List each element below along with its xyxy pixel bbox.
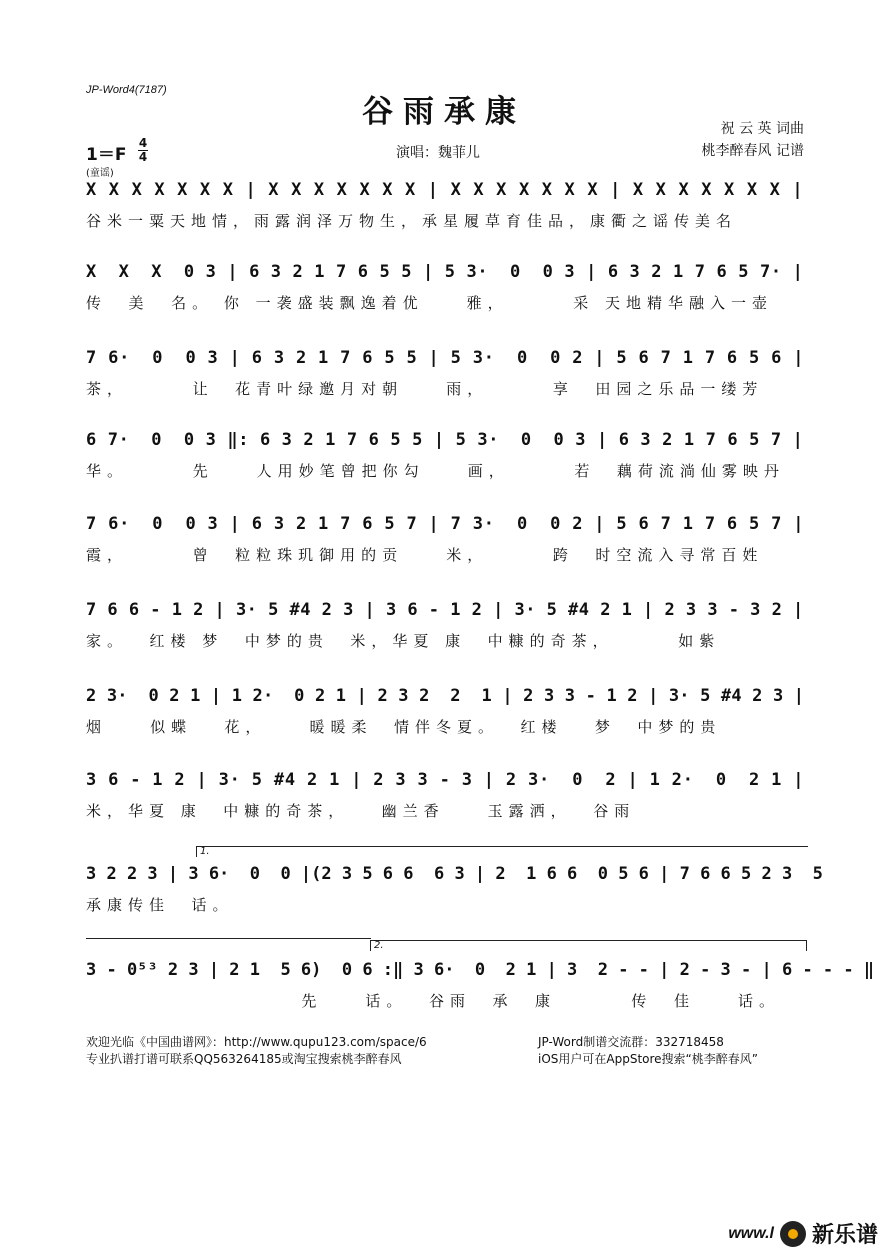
key-signature: 1＝F	[86, 145, 127, 165]
watermark	[728, 1218, 878, 1249]
credit-notation: 桃李醉春风 记谱	[701, 143, 804, 159]
lyrics-row: 家。 红楼 梦 中梦的贵 米，华夏 康 中糠的奇茶， 如紫	[86, 631, 721, 650]
footer-group: JP-Word制谱交流群：332718458	[538, 1035, 724, 1049]
lyrics-row: 烟 似蝶 花， 暖暖柔 情伴冬夏。 红楼 梦 中梦的贵	[86, 717, 722, 736]
lyrics-row: 茶， 让 花青叶绿邀月对朝 雨， 享 田园之乐品一缕芳	[86, 379, 764, 398]
lyrics-row: 承康传佳 话。	[86, 895, 234, 914]
lyrics-row: 米，华夏 康 中糠的奇茶， 幽兰香 玉露洒， 谷雨	[86, 801, 636, 820]
footer-contact: 专业扒谱打谱可联系QQ563264185或淘宝搜索桃李醉春风	[86, 1052, 402, 1066]
lyrics-row: 先 话。 谷雨 承 康 传 佳 话。	[86, 991, 781, 1010]
time-signature-bottom: 4	[138, 150, 148, 164]
notation-row: X X X 0 3 | 6 3 2 1 7 6 5 5 | 5 3· 0 0 3 | 6 3 2 1 7 6 5 7· |	[86, 262, 804, 282]
notation-row: 7 6 6 - 1 2 | 3· 5 #4 2 3 | 3 6 - 1 2 | 3· 5 #4 2 1 | 2 3 3 - 3 2 |	[86, 600, 804, 620]
notation-row: 6 7· 0 0 3 ‖: 6 3 2 1 7 6 5 5 | 5 3· 0 0 3 | 6 3 2 1 7 6 5 7 |	[86, 430, 804, 450]
volta-continuation	[86, 938, 371, 949]
record-icon	[780, 1221, 806, 1247]
notation-row: 7 6· 0 0 3 | 6 3 2 1 7 6 5 7 | 7 3· 0 0 2 | 5 6 7 1 7 6 5 7 |	[86, 514, 805, 534]
singer-label: 演唱：魏菲儿	[396, 145, 480, 161]
time-signature	[138, 138, 148, 163]
notation-row: 2 3· 0 2 1 | 1 2· 0 2 1 | 2 3 2 2 1 | 2 3 3 - 1 2 | 3· 5 #4 2 3 |	[86, 686, 805, 706]
volta-bracket: 2.	[370, 940, 807, 951]
watermark-brand: 新乐谱	[811, 1223, 878, 1248]
song-title: 谷雨承康	[362, 94, 526, 130]
watermark-url: www.l	[728, 1224, 774, 1242]
volta-bracket: 1.	[196, 846, 808, 857]
software-label: JP-Word4(7187)	[86, 84, 167, 96]
footer-website: 欢迎光临《中国曲谱网》：http://www.qupu123.com/space/6	[86, 1035, 427, 1049]
notation-row: 3 6 - 1 2 | 3· 5 #4 2 1 | 2 3 3 - 3 | 2 3· 0 2 | 1 2· 0 2 1 |	[86, 770, 805, 790]
time-signature-top: 4	[138, 136, 148, 150]
credits	[702, 118, 804, 162]
notation-row: X X X X X X X | X X X X X X X | X X X X X X X | X X X X X X X |	[86, 180, 804, 200]
notation-row: 7 6· 0 0 3 | 6 3 2 1 7 6 5 5 | 5 3· 0 0 2 | 5 6 7 1 7 6 5 6 |	[86, 348, 805, 368]
genre-label: (童谣)	[86, 168, 114, 179]
footer-left	[86, 1034, 427, 1068]
footer-right	[538, 1034, 758, 1068]
credit-lyrics: 祝 云 英 词曲	[720, 121, 804, 137]
lyrics-row: 霞， 曾 粒粒珠玑御用的贡 米， 跨 时空流入寻常百姓	[86, 545, 764, 564]
lyrics-row: 传 美 名。 你 一袭盛装飘逸着优 雅， 采 天地精华融入一壶	[86, 293, 774, 312]
footer-ios: iOS用户可在AppStore搜索“桃李醉春风”	[538, 1052, 758, 1066]
notation-row: 3 2 2 3 | 3 6· 0 0 |(2 3 5 6 6 6 3 | 2 1 6 6 0 5 6 | 7 6 6 5 2 3 5	[86, 864, 823, 884]
lyrics-row: 华。 先 人用妙笔曾把你勾 画， 若 藕荷流淌仙雾映丹	[86, 461, 785, 480]
lyrics-row: 谷米一粟天地情，雨露润泽万物生，承星履草育佳品，康衢之谣传美名	[86, 211, 738, 230]
notation-row: 3 - 0⁵³ 2 3 | 2 1 5 6) 0 6 :‖ 3 6· 0 2 1 | 3 2 - - | 2 - 3 - | 6 - - - ‖	[86, 960, 875, 980]
